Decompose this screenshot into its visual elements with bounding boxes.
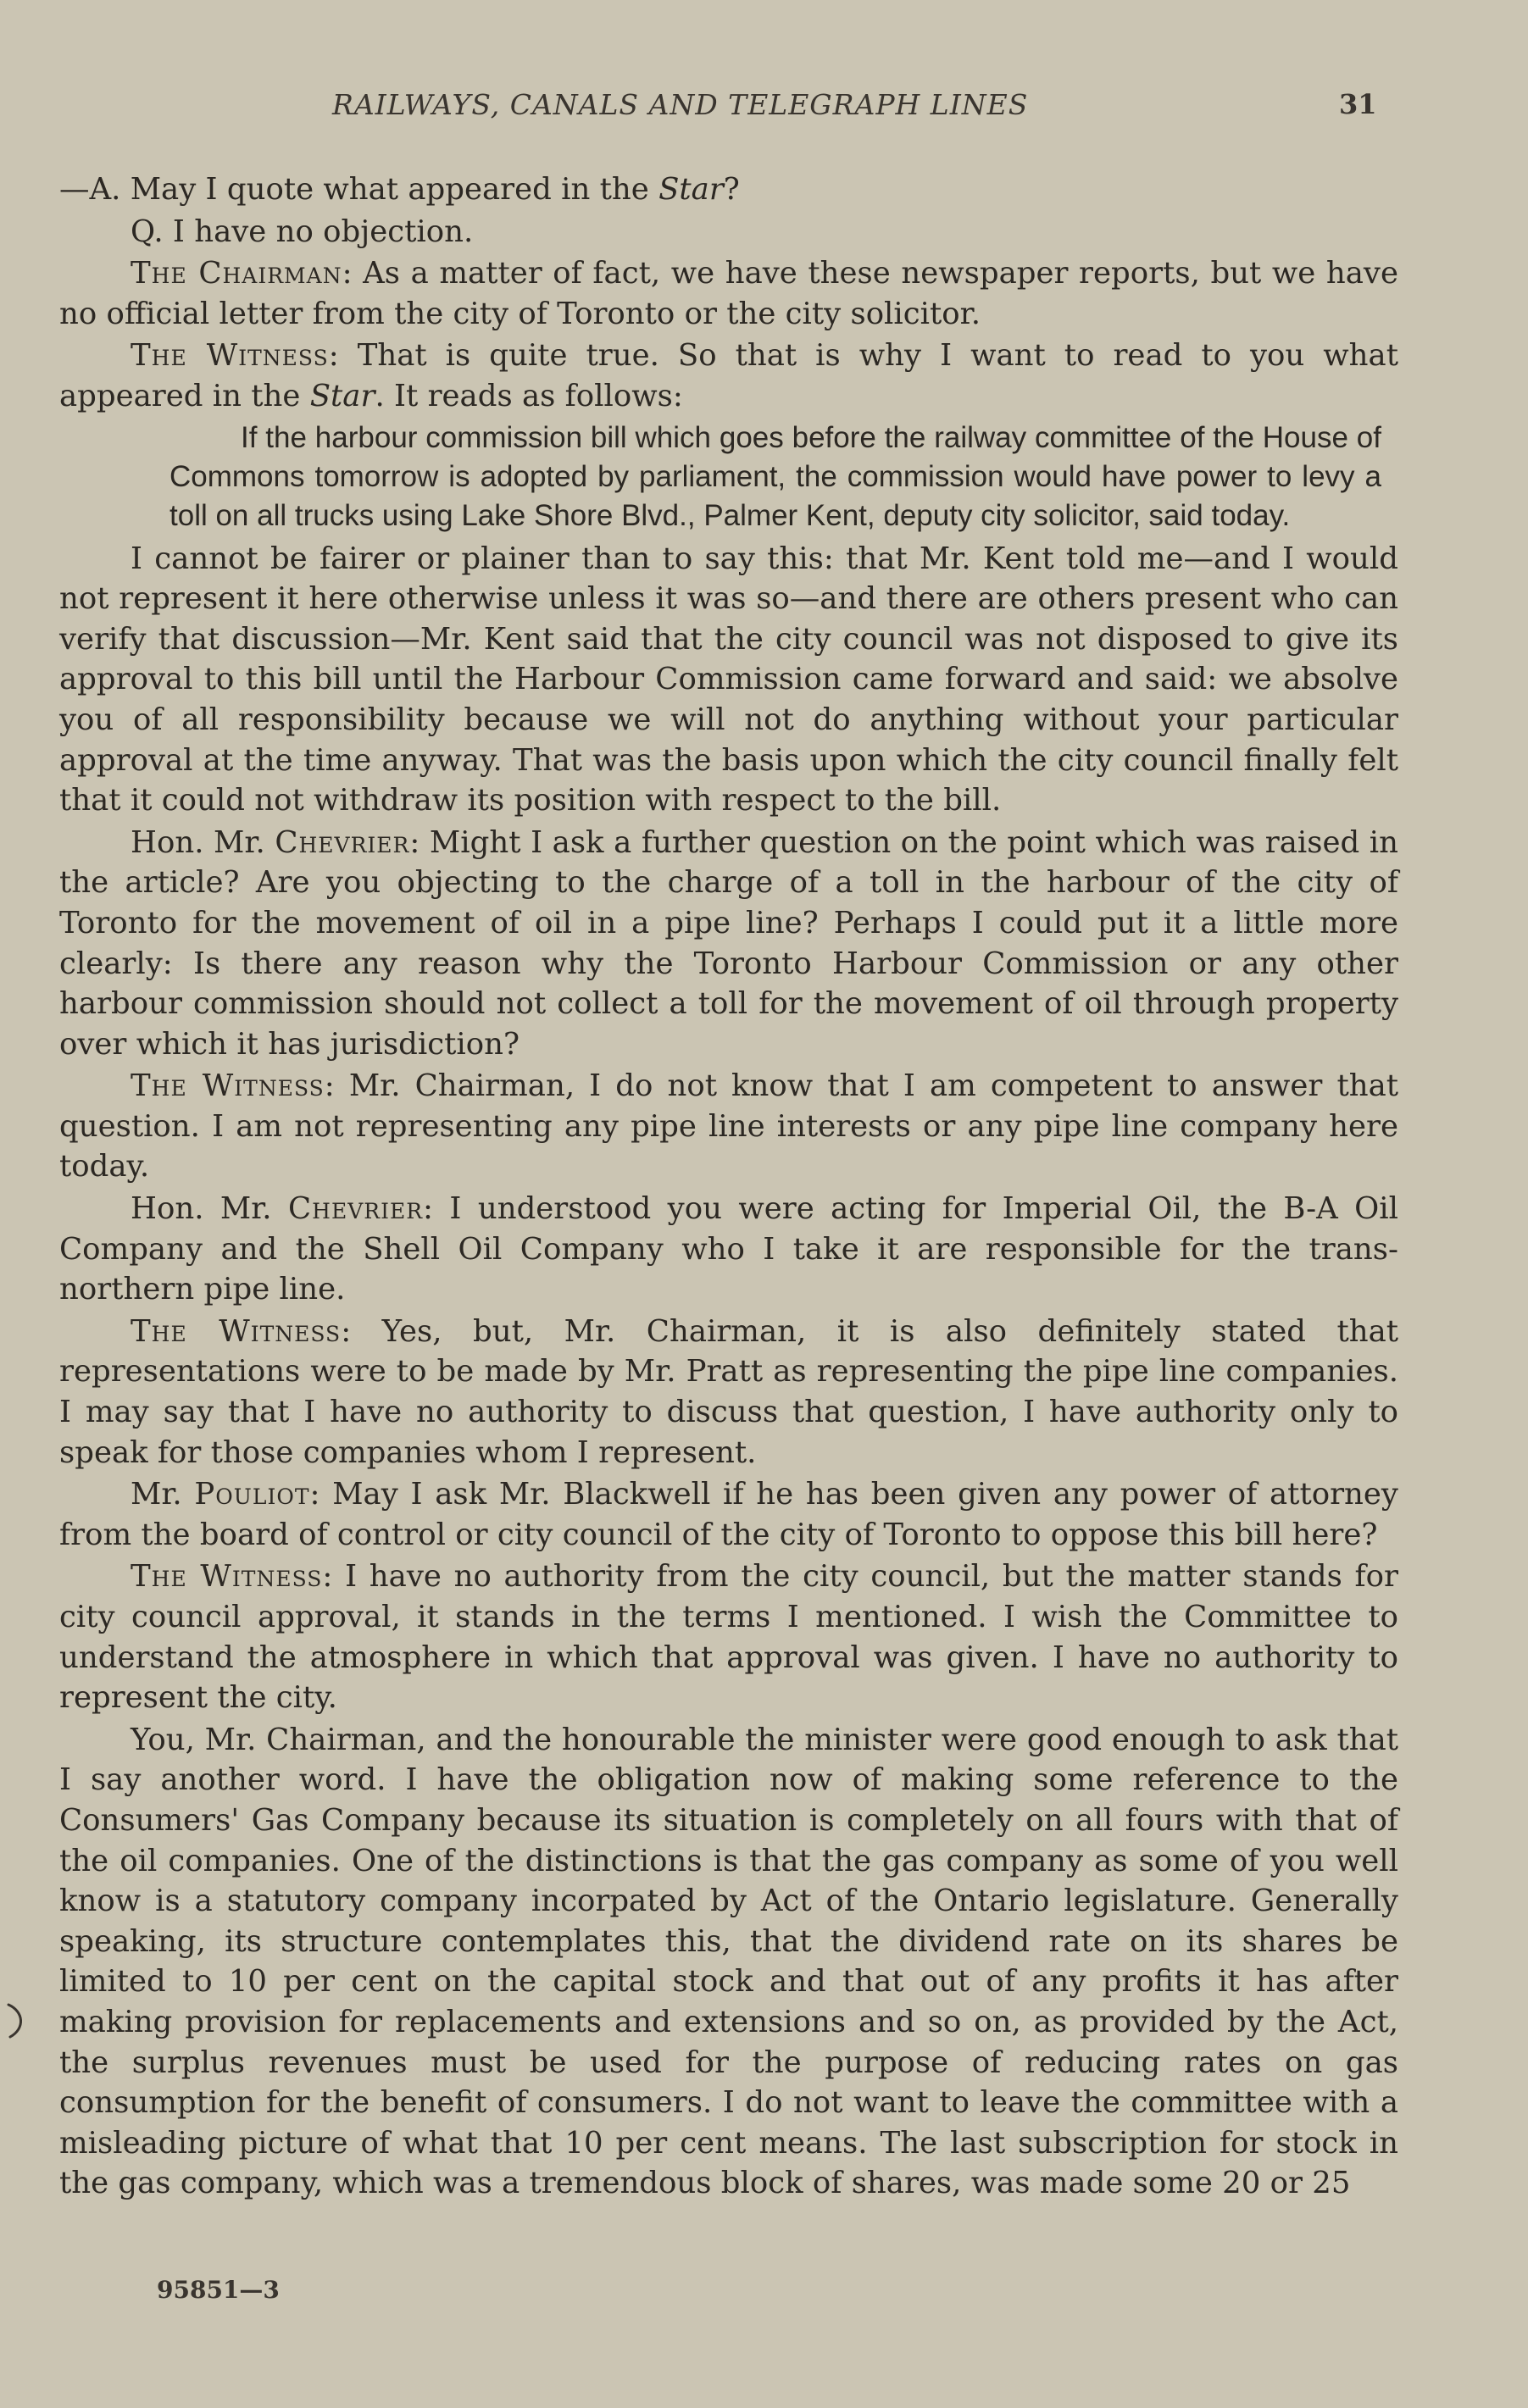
page-number: 31 bbox=[1339, 88, 1377, 120]
paragraph-witness-no-authority: The Witness: I have no authority from the city council, but the matter stands for city council approval, it stands in the terms I mentioned. I wish the Committee to understand the atmosphere in which that approval was given. I have no authority to represent the city. bbox=[59, 1559, 1398, 1716]
speaker-name: Pouliot bbox=[194, 1477, 310, 1512]
paragraph-witness-pratt: The Witness: Yes, but, Mr. Chairman, it is also definitely stated that representations were to be made by Mr. Pratt as representing the pipe line companies. I may say that I have no authority to discuss that question, I have authority only to speak for those companies whom I represent. bbox=[59, 1313, 1398, 1470]
paragraph-witness-not-competent: The Witness: Mr. Chairman, I do not know that I am competent to answer that question. I am not representing any pipe line interests or any pipe line company here today. bbox=[59, 1068, 1398, 1185]
paragraph-witness-read-star: The Witness: That is quite true. So that is why I want to read to you what appeared in the Star. It reads as follows: bbox=[59, 338, 1398, 413]
paragraph-kent-discussion: I cannot be fairer or plainer than to say this: that Mr. Kent told me—and I would not represent it here otherwise unless it was so—and there are others present who can verify that discussion—Mr. Kent said that the city council was not disposed to give its approval to this bill until the Harbour Commission came forward and said: we absolve you of all responsibility because we will not do anything without your particular approval at the time anyway. That was the basis upon which the city council finally felt that it could not withdraw its position with respect to the bill. bbox=[59, 541, 1398, 818]
quoted-newspaper-excerpt: If the harbour commission bill which goes before the railway committee of the House of Commons tomorrow is adopted by parliament, the commission would have power to levy a toll on all trucks using Lake Shore Blvd., Palmer Kent, deputy city solicitor, said today. bbox=[169, 420, 1381, 532]
paragraph-chairman-reports: The Chairman: As a matter of fact, we have these newspaper reports, but we have no official letter from the city of Toronto or the city solicitor. bbox=[59, 256, 1398, 331]
speaker-name: Chevrier bbox=[275, 824, 410, 860]
running-title: RAILWAYS, CANALS AND TELEGRAPH LINES bbox=[332, 88, 1029, 121]
speaker-name: The Chairman bbox=[131, 256, 342, 291]
paragraph-answer-quote-star: —A. May I quote what appeared in the Star? bbox=[59, 172, 740, 207]
paragraph-consumers-gas: You, Mr. Chairman, and the honourable the minister were good enough to ask that I say another word. I have the obligation now of making some reference to the Consumers' Gas Company because its situation is completely on all fours with that of the oil companies. One of the distinctions is that the gas company as some of you well know is a statutory company incorpated by Act of the Ontario legislature. Generally speaking, its structure contemplates this, that the dividend rate on its shares be limited to 10 per cent on the capital stock and that out of any profits it has after making provision for replacements and extensions and so on, as provided by the Act, the surplus revenues must be used for the purpose of reducing rates on gas consumption for the benefit of consumers. I do not want to leave the committee with a misleading picture of what that 10 per cent means. The last subscription for stock in the gas company, which was a tremendous block of shares, was made some 20 or 25 bbox=[59, 1722, 1398, 2201]
speaker-name: The Witness bbox=[131, 1313, 342, 1349]
speaker-name: The Witness bbox=[131, 338, 329, 374]
speaker-name: Chevrier bbox=[288, 1191, 424, 1227]
footer-signature-code: 95851—3 bbox=[157, 2276, 280, 2304]
paragraph-chevrier-imperial-oil: Hon. Mr. Chevrier: I understood you were acting for Imperial Oil, the B-A Oil Company and the Shell Oil Company who I take it are responsible for the trans-northern pipe line. bbox=[59, 1191, 1398, 1307]
paragraph-no-objection: Q. I have no objection. bbox=[131, 214, 474, 249]
page-edge-mark-icon bbox=[5, 2000, 31, 2042]
running-head bbox=[0, 88, 1528, 122]
speaker-name: The Witness bbox=[131, 1559, 323, 1595]
body-text bbox=[59, 169, 1398, 2205]
paragraph-pouliot-question: Mr. Pouliot: May I ask Mr. Blackwell if he has been given any power of attorney from the board of control or city council of the city of Toronto to oppose this bill here? bbox=[59, 1477, 1398, 1552]
paragraph-chevrier-question: Hon. Mr. Chevrier: Might I ask a further question on the point which was raised in the article? Are you objecting to the charge of a toll in the harbour of the city of Toronto for the movement of oil in a pipe line? Perhaps I could put it a little more clearly: Is there any reason why the Toronto Harbour Commission or any other harbour commission should not collect a toll for the movement of oil through property over which it has jurisdiction? bbox=[59, 824, 1398, 1062]
speaker-name: The Witness bbox=[131, 1068, 325, 1104]
